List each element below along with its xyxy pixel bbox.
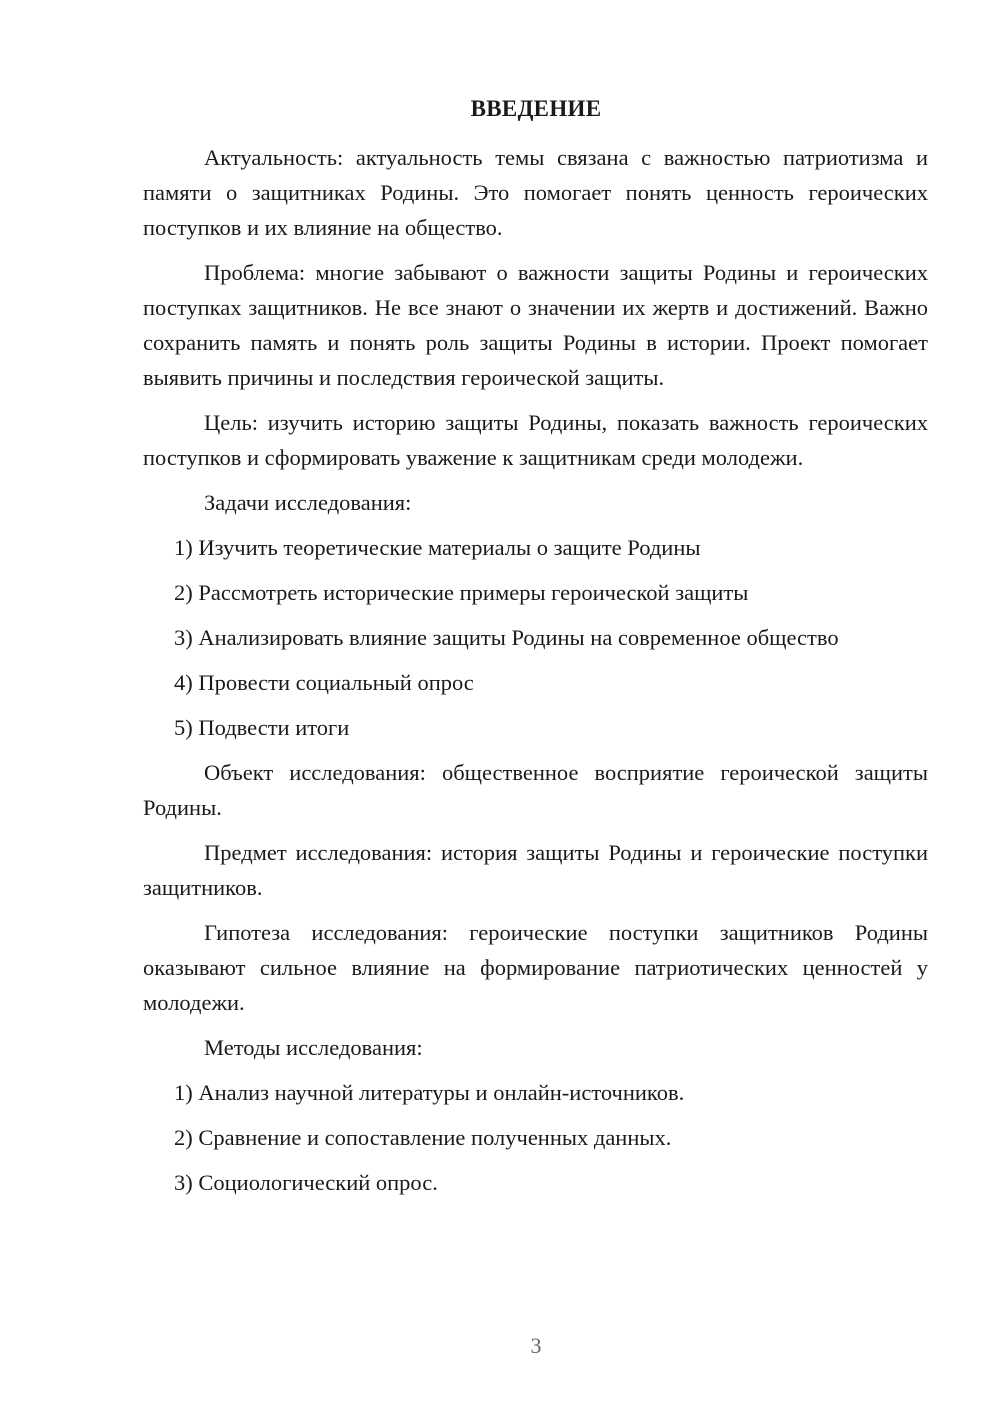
paragraph-object: Объект исследования: общественное восприятие героической защиты Родины. — [143, 760, 928, 820]
paragraph-goal: Цель: изучить историю защиты Родины, показать важность героических поступков и сформировать уважение к защитникам среди молодежи. — [143, 410, 928, 470]
paragraph-problem: Проблема: многие забывают о важности защиты Родины и героических поступках защитников. Не все знают о значении их жертв и достижений. Важно сохранить память и понять роль защиты Родины в истории. Проект помогает выявить причины и последствия героической защиты. — [143, 260, 928, 390]
list-item-method-2: 2) Сравнение и сопоставление полученных данных. — [174, 1125, 672, 1150]
paragraph-subject: Предмет исследования: история защиты Родины и героические поступки защитников. — [143, 840, 928, 900]
list-item-method-1: 1) Анализ научной литературы и онлайн-источников. — [174, 1080, 685, 1105]
paragraph-relevance: Актуальность: актуальность темы связана с важностью патриотизма и памяти о защитниках Родины. Это помогает понять ценность героических поступков и их влияние на общество. — [143, 145, 928, 240]
list-item-method-3: 3) Социологический опрос. — [174, 1170, 438, 1195]
page-title: ВВЕДЕНИЕ — [470, 96, 602, 121]
list-item-task-5: 5) Подвести итоги — [174, 715, 350, 740]
page-number: 3 — [530, 1333, 542, 1358]
paragraph-methods-heading: Методы исследования: — [204, 1035, 423, 1060]
list-item-task-4: 4) Провести социальный опрос — [174, 670, 474, 695]
list-item-task-2: 2) Рассмотреть исторические примеры героической защиты — [174, 580, 749, 605]
list-item-task-3: 3) Анализировать влияние защиты Родины на современное общество — [174, 625, 839, 650]
paragraph-tasks-heading: Задачи исследования: — [204, 490, 412, 515]
page-body — [143, 140, 928, 1210]
paragraph-hypothesis: Гипотеза исследования: героические поступки защитников Родины оказывают сильное влияние на формирование патриотических ценностей у молодежи. — [143, 920, 928, 1015]
list-item-task-1: 1) Изучить теоретические материалы о защите Родины — [174, 535, 701, 560]
